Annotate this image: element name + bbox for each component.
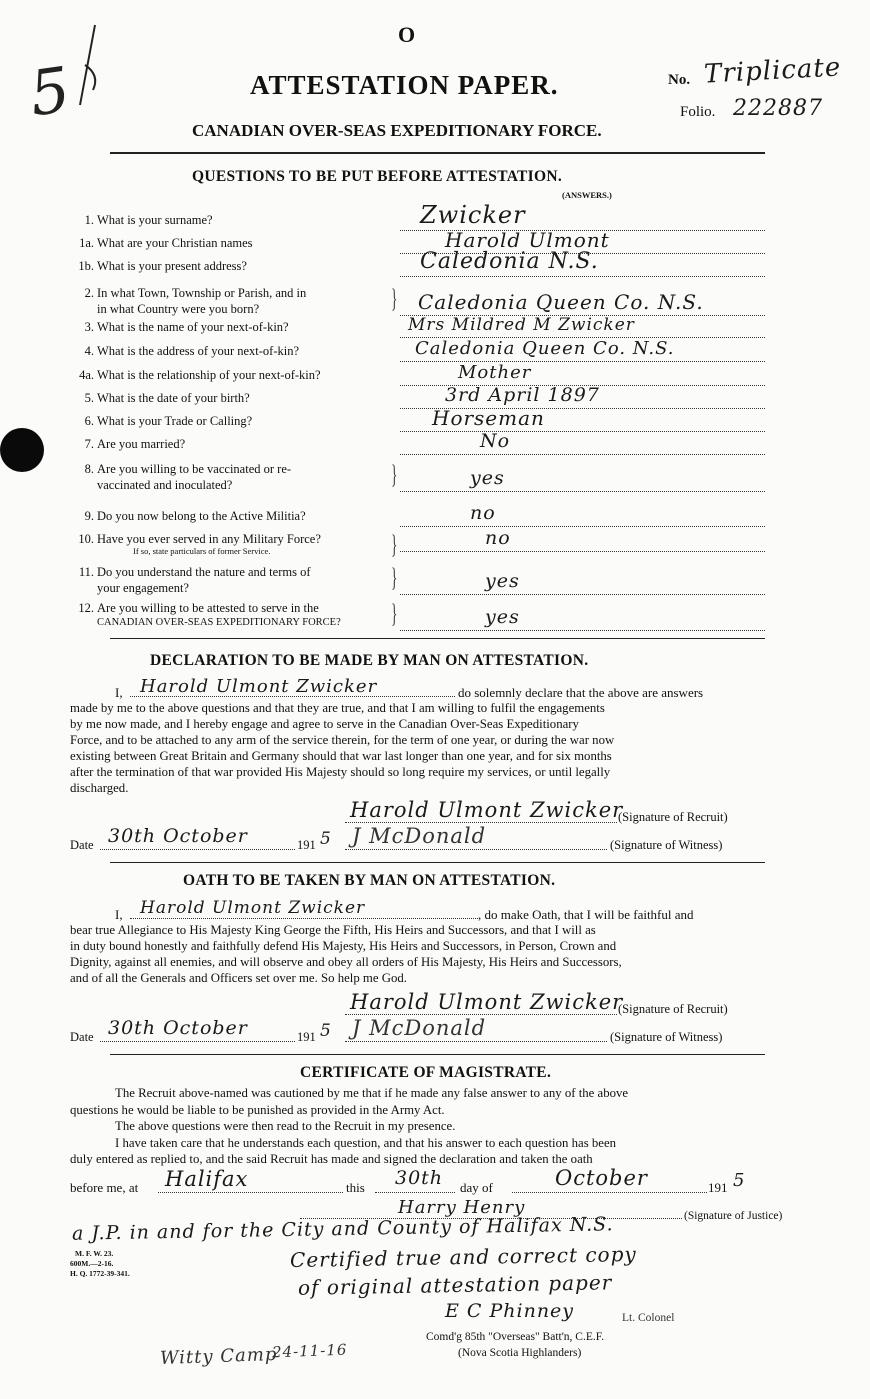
certified-line-2: of original attestation paper [297, 1270, 613, 1300]
paragraph-line: The above questions were then read to the Recruit in my presence. [115, 1119, 456, 1133]
question-text: In what Town, Township or Parish, and in [97, 286, 307, 300]
magistrate-day-of-label: day of [460, 1180, 493, 1195]
question-number: 3. [84, 320, 94, 334]
question-text-continued: If so, state particulars of former Service. [133, 546, 271, 556]
declaration-top-rule [110, 638, 765, 639]
margin-note: 5 [25, 52, 76, 131]
magistrate-top-rule [110, 1054, 765, 1055]
oath-date-label: Date [70, 1030, 94, 1044]
oath-year-prefix: 191 [297, 1030, 316, 1044]
answer-value: Horseman [432, 406, 545, 430]
folio-label: Folio. [680, 104, 716, 120]
certified-line-1: Certified true and correct copy [289, 1241, 637, 1273]
page-title: ATTESTATION PAPER. [250, 70, 559, 100]
question-number: 4a. [79, 368, 94, 382]
answer-value: Caledonia Queen Co. N.S. [418, 290, 704, 314]
declaration-date-label: Date [70, 838, 94, 852]
paragraph-line: Force, and to be attached to any arm of the service therein, for the term of one year, or during the war now [70, 733, 615, 747]
magistrate-day: 30th [395, 1167, 444, 1189]
answer-value: Harold Ulmont [445, 228, 610, 252]
answer-value: yes [485, 570, 520, 592]
paragraph-line: bear true Allegiance to His Majesty King George the Fifth, His Heirs and Successors, and that I will as [70, 923, 596, 937]
question-text: Are you married? [97, 437, 186, 451]
answer-value: No [480, 430, 511, 452]
answer-value: Caledonia N.S. [420, 249, 599, 274]
paragraph-line: questions he would be liable to be punished as provided in the Army Act. [70, 1102, 445, 1117]
magistrate-year-suffix: 5 [733, 1170, 746, 1191]
question-text: Are you willing to be vaccinated or re- [97, 462, 292, 476]
question-number: 7. [84, 437, 94, 451]
declaration-year-suffix: 5 [320, 829, 332, 849]
no-value: Triplicate [703, 52, 842, 90]
oath-witness-label: (Signature of Witness) [610, 1030, 723, 1044]
justice-label: (Signature of Justice) [684, 1210, 783, 1222]
form-code: H. Q. 1772-39-341. [70, 1269, 130, 1278]
paragraph-line: duly entered as replied to, and the said Recruit has made and signed the declaration and taken the oath [70, 1152, 593, 1166]
question-text: What is the relationship of your next-of-kin? [97, 368, 321, 382]
declaration-name: Harold Ulmont Zwicker [140, 676, 378, 697]
question-text-continued: in what Country were you born? [97, 302, 260, 316]
magistrate-year-prefix: 191 [708, 1180, 728, 1195]
question-text: What is the date of your birth? [97, 391, 250, 405]
punch-hole [0, 428, 44, 472]
paragraph-line: after the termination of that war provided His Majesty should so long require my services, or until legally [70, 765, 611, 779]
question-text: Are you willing to be attested to serve in the [97, 601, 319, 615]
question-text: What is the address of your next-of-kin? [97, 344, 300, 358]
top-mark: O [398, 22, 416, 47]
question-number: 10. [78, 532, 94, 546]
declaration-first-line: do solemnly declare that the above are answers [458, 685, 704, 700]
question-text: Do you now belong to the Active Militia? [97, 509, 306, 523]
magistrate-month: October [555, 1166, 648, 1190]
magistrate-heading: CERTIFICATE OF MAGISTRATE. [300, 1064, 552, 1081]
paragraph-line: The Recruit above-named was cautioned by me that if he made any false answer to any of the above [115, 1086, 629, 1100]
magistrate-place: Halifax [165, 1167, 249, 1191]
declaration-witness-label: (Signature of Witness) [610, 838, 723, 852]
magistrate-before-label: before me, at [70, 1180, 139, 1195]
paragraph-line: I have taken care that he understands each question, and that his answer to each question has been [115, 1135, 617, 1150]
answer-value: Mother [458, 362, 532, 383]
question-number: 1. [84, 213, 94, 227]
paragraph-line: made by me to the above questions and that they are true, and that I am willing to fulfil the engagements [70, 701, 605, 715]
declaration-witness-signature: J McDonald [352, 824, 487, 848]
answer-value: yes [470, 467, 505, 489]
form-code: M. F. W. 23. [75, 1249, 114, 1258]
question-text: What are your Christian names [97, 236, 253, 250]
oath-witness-signature: J McDonald [352, 1016, 487, 1040]
justice-line: a J.P. in and for the City and County of Halifax N.S. [71, 1213, 614, 1245]
oath-year-suffix: 5 [320, 1021, 332, 1041]
margin-scribble [55, 20, 115, 110]
declaration-recruit-signature: Harold Ulmont Zwicker [350, 798, 624, 822]
question-text: What is the name of your next-of-kin? [97, 320, 289, 334]
brace-mark: } [391, 599, 398, 628]
question-text-continued: vaccinated and inoculated? [97, 478, 233, 492]
answer-value: Mrs Mildred M Zwicker [408, 315, 635, 335]
question-number: 5. [84, 391, 94, 405]
unit-line: Comd'g 85th "Overseas" Batt'n, C.E.F. [426, 1331, 605, 1343]
answer-value: no [470, 502, 496, 524]
answer-value: yes [485, 606, 520, 628]
bottom-note: Witty Camp [159, 1343, 278, 1370]
header-rule [110, 152, 765, 154]
oath-recruit-signature: Harold Ulmont Zwicker [350, 990, 624, 1014]
oath-top-rule [110, 862, 765, 863]
bottom-note-date: 24-11-16 [271, 1340, 348, 1362]
question-number: 1a. [79, 236, 94, 250]
oath-i-label: I, [115, 907, 123, 922]
answer-value: Caledonia Queen Co. N.S. [415, 338, 675, 359]
page-subtitle: CANADIAN OVER-SEAS EXPEDITIONARY FORCE. [192, 121, 602, 140]
brace-mark: } [391, 284, 398, 313]
justice-name: Harry Henry [398, 1197, 526, 1218]
folio-value: 222887 [733, 96, 823, 121]
declaration-heading: DECLARATION TO BE MADE BY MAN ON ATTESTATION. [150, 652, 589, 669]
declaration-recruit-label: (Signature of Recruit) [618, 810, 728, 824]
oath-recruit-label: (Signature of Recruit) [618, 1002, 728, 1016]
paragraph-line: and of all the Generals and Officers set over me. So help me God. [70, 971, 407, 985]
magistrate-this-label: this [346, 1180, 365, 1195]
paragraph-line: in duty bound honestly and faithfully defend His Majesty, His Heirs and Successors, in Person, Crown and [70, 939, 617, 953]
question-text: What is your Trade or Calling? [97, 414, 253, 428]
brace-mark: } [391, 563, 398, 592]
question-number: 2. [84, 286, 94, 300]
question-text-continued: your engagement? [97, 581, 189, 595]
unit-sub: (Nova Scotia Highlanders) [458, 1347, 582, 1359]
answer-value: no [485, 527, 511, 549]
answers-label: (ANSWERS.) [562, 190, 612, 200]
form-code: 600M.—2-16. [70, 1259, 114, 1268]
question-number: 12. [78, 601, 94, 615]
oath-first-line: , do make Oath, that I will be faithful and [478, 907, 694, 922]
paragraph-line: discharged. [70, 781, 129, 795]
answer-value: 3rd April 1897 [445, 384, 600, 406]
question-number: 8. [84, 462, 94, 476]
question-number: 6. [84, 414, 94, 428]
question-text: What is your present address? [97, 259, 247, 273]
question-number: 1b. [78, 259, 94, 273]
brace-mark: } [391, 460, 398, 489]
question-number: 4. [84, 344, 94, 358]
declaration-date-value: 30th October [108, 825, 248, 847]
declaration-i-label: I, [115, 685, 123, 700]
oath-heading: OATH TO BE TAKEN BY MAN ON ATTESTATION. [183, 872, 556, 889]
paragraph-line: Dignity, against all enemies, and will observe and obey all orders of His Majesty, His Heirs and Successors, [70, 955, 622, 969]
paragraph-line: by me now made, and I hereby engage and agree to serve in the Canadian Over-Seas Expeditionary [70, 717, 579, 731]
declaration-year-prefix: 191 [297, 838, 316, 852]
officer-signature: E C Phinney [445, 1300, 575, 1322]
questions-heading: QUESTIONS TO BE PUT BEFORE ATTESTATION. [192, 168, 563, 185]
question-number: 11. [78, 565, 94, 579]
no-label: No. [668, 72, 691, 88]
question-text: Do you understand the nature and terms of [97, 565, 311, 579]
question-text-continued: CANADIAN OVER-SEAS EXPEDITIONARY FORCE? [97, 617, 341, 628]
brace-mark: } [391, 530, 398, 559]
paragraph-line: existing between Great Britain and Germany should that war last longer than one year, and for six months [70, 749, 612, 763]
officer-rank: Lt. Colonel [622, 1312, 675, 1324]
oath-name: Harold Ulmont Zwicker [140, 898, 366, 918]
question-number: 9. [84, 509, 94, 523]
answer-value: Zwicker [420, 201, 526, 229]
oath-date-value: 30th October [108, 1017, 248, 1039]
question-text: What is your surname? [97, 213, 213, 227]
question-text: Have you ever served in any Military Force? [97, 532, 321, 546]
